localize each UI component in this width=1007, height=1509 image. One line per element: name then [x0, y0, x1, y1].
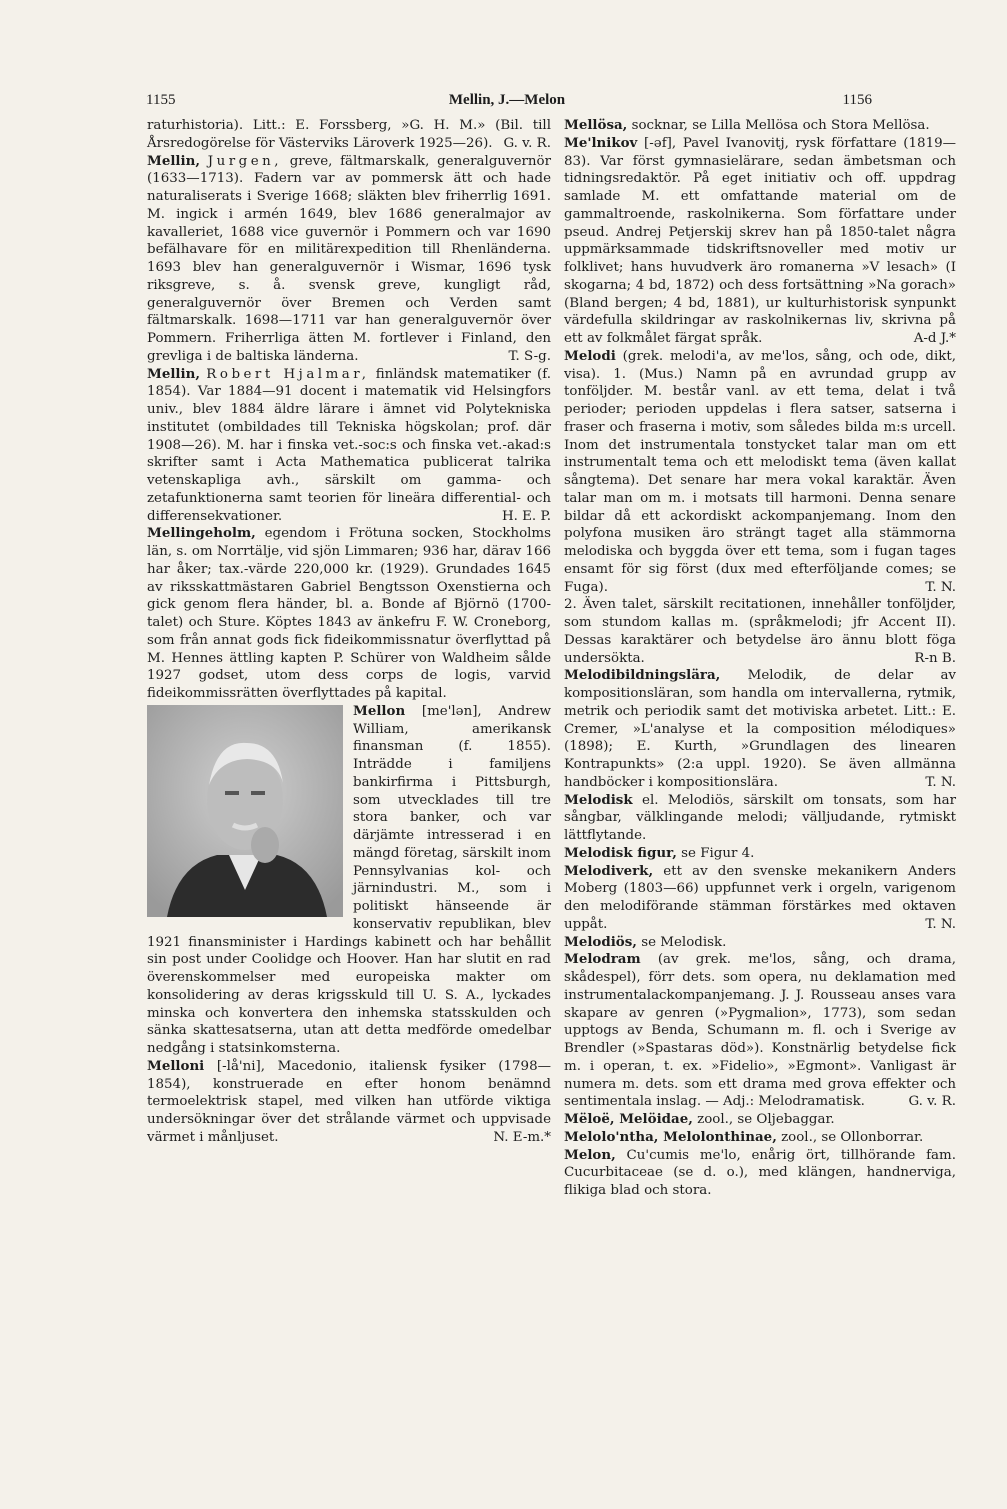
entry-melnikov: Me'lnikov [-əf], Pavel Ivanovitj, rysk författare (1819—83). Var först gymnasielärare, sedan ämbetsman och tidningsredaktör. På eget initiativ och off. uppdrag samlade M. ett omfattande material om de gammaltroende, raskolnikerna. Som författare under pseud. Andrej Petjerskij skrev han på 1850-talet några uppmärksammade tidskriftsnoveller med motiv ur folklivet; hans huvudverk äro romanerna »V lesach» (I skogarna; 4 bd, 1872) och dess fortsättning »Na gorach» (Bland bergen; 4 bd, 1881), ur kulturhistorisk synpunkt värdefulla skildringar av raskolnikernas liv, skrivna på ett av folkmålet färgat språk. A-d J.* [564, 134, 956, 346]
entry-mellingeholm: Mellingeholm, egendom i Frötuna socken, Stockholms län, s. om Norrtälje, vid sjön Limmaren; 936 har, därav 166 har åker; tax.-värde 220,000 kr. (1929). Grundades 1645 av riksskattmästaren Gabriel Bengtsson Oxenstierna och gick genom flera händer, bl. a. Bonde af Björnö (1700-talet) och Sture. Köptes 1843 av änkefru F. W. Croneborg, som från annat gods fick fideikommissnatur överflyttad på M. Hennes ättling kapten P. Schürer von Waldheim sålde 1927 godset, utom dess corps de logis, varvid fideikommissrätten överflyttades på kapital. [147, 525, 551, 701]
entry-melloni: Melloni [-lå'ni], Macedonio, italiensk fysiker (1798—1854), konstruerade en efter honom benämnd termoelektrisk stapel, med vilken han utförde viktiga undersökningar över det strålande värmet och uppvisade värmet i månljuset. N. E-m.* [147, 1057, 551, 1145]
entry-meloe: Mëloë, Melöidae, zool., se Oljebaggar. [564, 1111, 835, 1127]
portrait-photo [147, 705, 343, 917]
left-column [147, 117, 551, 1147]
entry-mellin-jurgen: Mellin, Jurgen, greve, fältmarskalk, generalguvernör (1633—1713). Fadern var av pommersk ätt och hade naturaliserats i Sverige 1668; släkten blev friherrlig 1691. M. ingick i armén 1649, blev 1686 generalmajor av kavalleriet, 1688 vice guvernör i Pommern och var 1690 befälhavare för en militärexpedition till Rhenländerna. 1693 blev han generalguvernör i Wismar, 1696 tysk riksgreve, s. å. svensk greve, kungligt råd, generalguvernör över Bremen och Verden samt fältmarskalk. 1698—1711 var han generalguvernör över Pommern. Friherrliga ätten M. fortlever i Finland, den grevliga i de baltiska länderna. T. S-g. [147, 152, 551, 364]
right-page-number: 1156 [842, 92, 872, 108]
entry-melodi-2: 2. Även talet, särskilt recitationen, innehåller tonföljder, som stundom kallas m. (språkmelodi; jfr Accent II). Dessas karaktärer och betydelse äro ännu blott föga undersökta. R-n B. [564, 597, 956, 666]
entry-melodisk: Melodisk el. Melodiös, särskilt om tonsats, som har sångbar, välklingande melodi; välljudande, rytmiskt lättflytande. [564, 791, 956, 843]
entry-mellon: Mellon [me'lən], Andrew William, amerikansk finansman (f. 1855). Inträdde i familjens bankirfirma i Pittsburgh, som utvecklades till tre stora banker, och var därjämte intresserad i en mängd företag, särskilt inom Pennsylvanias kol- och järnindustri. M., som i politiskt hänseende är konservativ republikan, blev 1921 finansminister i Hardings kabinett och har behållit sin post under Coolidge och Hoover. Han har slutit en rad överenskommelser med europeiska makter om konsolidering av deras krigsskuld till U. S. A., lyckades minska och konvertera den inhemska statsskulden och sänka skattesatserna, utan att detta medförde omedelbar nedgång i statsinkomsterna. [147, 702, 551, 1056]
page-header [146, 92, 872, 114]
entry-melodios: Melodiös, se Melodisk. [564, 933, 727, 950]
entry-mellosa: Mellösa, socknar, se Lilla Mellösa och Stora Mellösa. [564, 117, 930, 133]
entry-melon: Melon, Cu'cumis me'lo, enårig ört, tillhörande fam. Cucurbitaceae (se d. o.), med klängen, handnerviga, flikiga blad och stora. [564, 1146, 956, 1198]
left-page-number: 1155 [146, 92, 176, 108]
entry-mellin-robert: Mellin, Robert Hjalmar, finländsk matematiker (f. 1854). Var 1884—91 docent i matematik vid Helsingfors univ., blev 1884 äldre lärare i ämnet vid Polytekniska institutet (ombildades till Tekniska högskolan; prof. där 1908—26). M. har i finska vet.-soc:s och finska vet.-akad:s skrifter samt i Acta Mathematica publicerat talrika vetenskapliga avh., särskilt om gamma- och zetafunktionerna samt teorien för lineära differential- och differensekvationer. H. E. P. [147, 365, 551, 524]
entry-melodram: Melodram (av grek. me'los, sång, och drama, skådespel), förr dets. som opera, nu deklamation med instrumentalackompanjemang. J. J. Rousseau anses vara skapare av genren (»Pygmalion», 1773), som sedan upptogs av Benda, Schumann m. fl. och i Sverige av Brendler (»Spastaras död»). Konstnärlig betydelse fick m. i operan, t. ex. »Fidelio», »Egmont». Vanligast är numera m. dets. som ett drama med grova effekter och sentimentala inslag. — Adj.: Melodramatisk. G. v. R. [564, 951, 956, 1110]
entry-melodibildningslara: Melodibildningslära, Melodik, de delar av kompositionsläran, som handla om intervallerna, rytmik, metrik och periodik samt det motiviska arbetet. Litt.: E. Cremer, »L'analyse et la composition mélodiques» (1898); E. Kurth, »Grundlagen des linearen Kontrapunkts» (2:a uppl. 1920). Se även allmänna handböcker i kompositionslära. T. N. [564, 667, 956, 790]
entry-melodiverk: Melodiverk, ett av den svenske mekanikern Anders Moberg (1803—66) uppfunnet verk i orgeln, varigenom den melodiförande stämman förstärkes med oktaven uppåt. T. N. [564, 862, 956, 932]
entry-melodisk-figur: Melodisk figur, se Figur 4. [564, 844, 755, 861]
entry-melodi: Melodi (grek. melodi'a, av me'los, sång, och ode, dikt, visa). 1. (Mus.) Namn på en avrundad grupp av tonföljder. M. består vanl. av ett tema, delat i två perioder; perioden uppdelas i flera satser, satserna i fraser och fraserna i motiv, som således bilda m:s urcell. Inom det instrumentala tonstycket talar man om ett instrumentalt tema och ett melodiskt tema (även kallat sångtema). Det senare har mera vokal karaktär. Även talar man om m. i motsats till harmoni. Denna senare bildar då ett ackordiskt ackompanjemang. Inom den polyfona musiken äro strängt taget alla stämmorna melodiska och byggda över ett tema, som i fugan tages ensamt för sig först (dux med efterföljande comes; se Fuga). T. N. [564, 347, 956, 595]
right-column [564, 117, 956, 1200]
running-title: Mellin, J.—Melon [448, 92, 566, 108]
entry-melolontha: Melolo'ntha, Melolonthinae, zool., se Ollonborrar. [564, 1128, 924, 1145]
entry-continuation: raturhistoria). Litt.: E. Forssberg, »G. H. M.» (Bil. till Årsredogörelse för Västerviks Läroverk 1925—26). G. v. R. [147, 118, 551, 151]
